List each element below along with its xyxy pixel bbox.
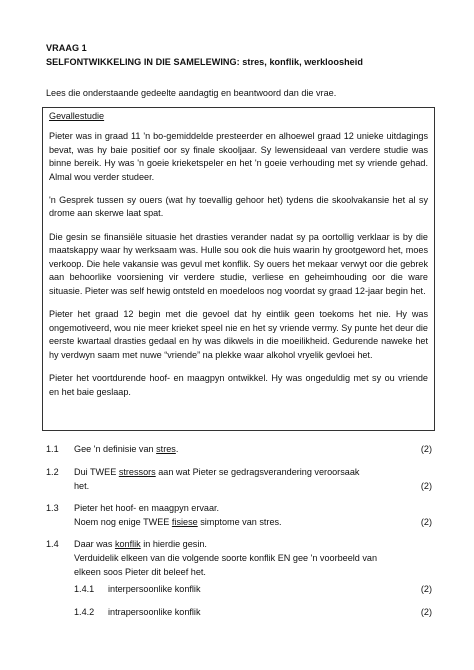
instruction-text: Lees die onderstaande gedeelte aandagtig en beantwoord dan die vrae. xyxy=(46,88,337,98)
key-term: konflik xyxy=(114,539,141,549)
case-study-title: Gevallestudie xyxy=(49,111,105,121)
subquestion-number: 1.4.1 xyxy=(74,584,95,594)
key-term: stres xyxy=(156,444,176,454)
key-term: fisiese xyxy=(171,517,198,527)
subquestion-text: intrapersoonlike konflik xyxy=(108,607,201,617)
subquestion-marks: (2) xyxy=(420,607,432,617)
question-text: Gee 'n definisie van stres. xyxy=(74,444,179,454)
question-text-continued: elkeen soos Pieter dit beleef het. xyxy=(74,567,206,577)
question-text: Pieter het hoof- en maagpyn ervaar. xyxy=(74,503,220,513)
case-study-box xyxy=(42,107,435,431)
section-title: SELFONTWIKKELING IN DIE SAMELEWING: stres, konflik, werkloosheid xyxy=(46,57,363,67)
question-text: Dui TWEE stressors aan wat Pieter se gedragsverandering veroorsaak xyxy=(74,467,360,477)
question-marks: (2) xyxy=(420,444,432,454)
case-paragraph-1: Pieter was in graad 11 'n bo-gemiddelde presteerder en alhoewel graad 12 unieke uitdagings bevat, was hy baie positief oor sy finale skooljaar. Sy lewensideaal van verdere studie was binne bereik. Hy was 'n goeie krieketspeler en het 'n goeie verhouding met sy vriende gehad. Almal wou verder studeer. xyxy=(49,131,428,182)
question-number: 1.4 xyxy=(46,539,59,549)
question-number: 1.2 xyxy=(46,467,59,477)
question-number: 1.3 xyxy=(46,503,59,513)
question-text-continued: Noem nog enige TWEE fisiese simptome van stres. xyxy=(74,517,282,527)
question-marks: (2) xyxy=(420,481,432,491)
case-paragraph-4: Pieter het graad 12 begin met die gevoel dat hy eintlik geen toekoms het nie. Hy was ongemotiveerd, wou nie meer krieket speel nie en het sy vriende vermy. Sy punte het deur die eerste kwartaal drasties gedaal en hy was dikwels in die moeilikheid. Gedurende naweke het hy verdwyn saam met nuwe “vriende” na plekke waar alkohol vryelik gevloei het. xyxy=(49,309,428,360)
question-number: 1.1 xyxy=(46,444,59,454)
question-text: Daar was konflik in hierdie gesin. xyxy=(74,539,207,549)
case-paragraph-3: Die gesin se finansiële situasie het drasties verander nadat sy pa oortollig verklaar is by die maatskappy waar hy werksaam was. Hulle sou ook die huis waarin hy grootgeword het, moes verkoop. Die hele vakansie was gevul met konflik. Sy ouers het mekaar verwyt oor die gebrek aan behoorlike voorsiening vir verdere studie, verliese en geheimhouding oor die ware situasie. Pieter was self hewig ontsteld en moedeloos nog voordat sy graad 12-jaar begin het. xyxy=(49,231,428,296)
key-term: stressors xyxy=(118,467,156,477)
subquestion-number: 1.4.2 xyxy=(74,607,95,617)
subquestion-text: interpersoonlike konflik xyxy=(108,584,201,594)
case-paragraph-2: 'n Gesprek tussen sy ouers (wat hy toevallig gehoor het) tydens die skoolvakansie het al sy drome aan skerwe laat spat. xyxy=(49,194,428,219)
question-text-continued: het. xyxy=(74,481,90,491)
question-text-continued: Verduidelik elkeen van die volgende soorte konflik EN gee 'n voorbeeld van xyxy=(74,553,378,563)
question-marks: (2) xyxy=(420,517,432,527)
subquestion-marks: (2) xyxy=(420,584,432,594)
question-label: VRAAG 1 xyxy=(46,43,87,53)
case-paragraph-5: Pieter het voortdurende hoof- en maagpyn ontwikkel. Hy was ongeduldig met sy ou vriende en het baie geslaap. xyxy=(49,372,428,397)
